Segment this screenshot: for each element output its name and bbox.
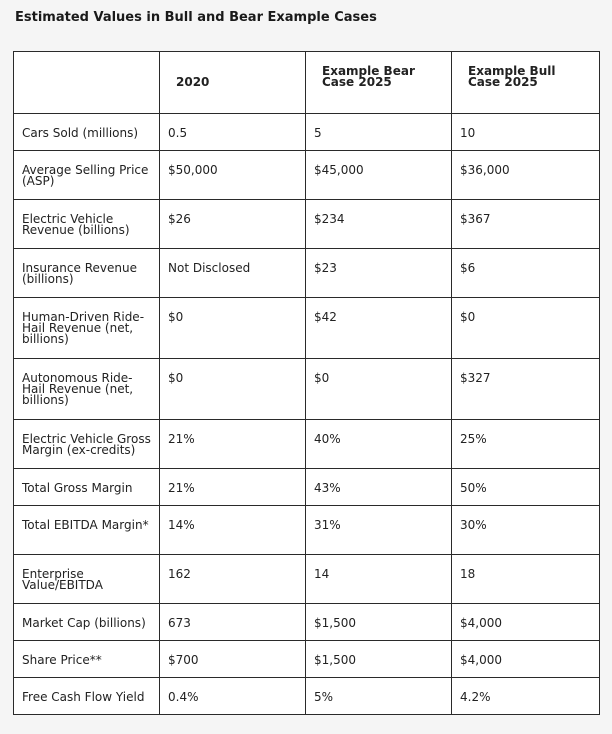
value-cell-bear xyxy=(306,469,452,506)
cell-text: $45,000 xyxy=(314,163,364,177)
cell-text: Free Cash Flow Yield xyxy=(22,690,145,704)
cell-text: Insurance Revenue (billions) xyxy=(22,261,137,286)
value-cell-bear xyxy=(306,506,452,555)
table-row xyxy=(14,298,600,359)
cell-text: Electric Vehicle Revenue (billions) xyxy=(22,212,130,237)
table-row xyxy=(14,506,600,555)
value-cell-bear xyxy=(306,200,452,249)
cell-text: 14 xyxy=(314,567,330,581)
row-label-cell xyxy=(14,298,160,359)
cell-text: 21% xyxy=(168,481,195,495)
cell-text: $6 xyxy=(460,261,476,275)
row-label-cell xyxy=(14,469,160,506)
value-cell-bull xyxy=(452,249,600,298)
cell-text: $26 xyxy=(168,212,191,226)
row-label-cell xyxy=(14,420,160,469)
cell-text: $4,000 xyxy=(460,616,502,630)
cell-text: $700 xyxy=(168,653,199,667)
value-cell-2020 xyxy=(160,506,306,555)
value-cell-bull xyxy=(452,200,600,249)
table-row xyxy=(14,114,600,151)
cell-text: Electric Vehicle Gross Margin (ex-credits) xyxy=(22,432,151,457)
value-cell-bear xyxy=(306,678,452,715)
value-cell-bull xyxy=(452,114,600,151)
value-cell-bear xyxy=(306,114,452,151)
value-cell-bull xyxy=(452,678,600,715)
row-label-cell xyxy=(14,200,160,249)
value-cell-2020 xyxy=(160,114,306,151)
row-label-cell xyxy=(14,359,160,420)
cell-text: $327 xyxy=(460,371,491,385)
value-cell-bear xyxy=(306,151,452,200)
row-label-cell xyxy=(14,151,160,200)
cell-text: Autonomous Ride-Hail Revenue (net, billions) xyxy=(22,371,134,407)
cell-text: $23 xyxy=(314,261,337,275)
value-cell-bull xyxy=(452,506,600,555)
cell-text: 673 xyxy=(168,616,191,630)
table-row xyxy=(14,604,600,641)
cell-text: $1,500 xyxy=(314,653,356,667)
table-row xyxy=(14,678,600,715)
cell-text: 0.5 xyxy=(168,126,188,140)
header-cell: 2020 xyxy=(160,52,306,114)
row-label-cell xyxy=(14,604,160,641)
cell-text: $42 xyxy=(314,310,337,324)
cell-text: 10 xyxy=(460,126,476,140)
value-cell-2020 xyxy=(160,200,306,249)
table-row xyxy=(14,249,600,298)
value-cell-2020 xyxy=(160,604,306,641)
value-cell-2020 xyxy=(160,641,306,678)
cell-text: Total Gross Margin xyxy=(22,481,133,495)
row-label-cell xyxy=(14,506,160,555)
value-cell-bear xyxy=(306,641,452,678)
cell-text: 0.4% xyxy=(168,690,199,704)
table-row xyxy=(14,641,600,678)
cell-text: $50,000 xyxy=(168,163,218,177)
row-label-cell xyxy=(14,114,160,151)
value-cell-bull xyxy=(452,555,600,604)
header-cell: Example Bear Case 2025 xyxy=(306,52,452,114)
cell-text: $1,500 xyxy=(314,616,356,630)
value-cell-bull xyxy=(452,420,600,469)
table-row xyxy=(14,151,600,200)
cell-text: 31% xyxy=(314,518,341,532)
cell-text: 50% xyxy=(460,481,487,495)
value-cell-bear xyxy=(306,555,452,604)
cell-text: 162 xyxy=(168,567,191,581)
cell-text: Total EBITDA Margin* xyxy=(22,518,149,532)
row-label-cell xyxy=(14,249,160,298)
table-row xyxy=(14,555,600,604)
cell-text: 14% xyxy=(168,518,195,532)
header-cell: Example Bull Case 2025 xyxy=(452,52,600,114)
value-cell-bull xyxy=(452,641,600,678)
row-label-cell xyxy=(14,641,160,678)
cell-text: 5 xyxy=(314,126,322,140)
cell-text: $0 xyxy=(314,371,330,385)
row-label-cell xyxy=(14,555,160,604)
value-cell-2020 xyxy=(160,678,306,715)
cell-text: Not Disclosed xyxy=(168,261,251,275)
cell-text: 40% xyxy=(314,432,341,446)
value-cell-bull xyxy=(452,604,600,641)
cell-text: $367 xyxy=(460,212,491,226)
cell-text: 21% xyxy=(168,432,195,446)
table-row xyxy=(14,420,600,469)
value-cell-2020 xyxy=(160,469,306,506)
cell-text: Average Selling Price (ASP) xyxy=(22,163,149,188)
value-cell-2020 xyxy=(160,151,306,200)
value-cell-2020 xyxy=(160,555,306,604)
header-cell xyxy=(14,52,160,114)
cell-text: $0 xyxy=(168,371,184,385)
estimates-table xyxy=(13,51,600,715)
table-row xyxy=(14,469,600,506)
value-cell-bear xyxy=(306,604,452,641)
cell-text: 5% xyxy=(314,690,334,704)
cell-text: $0 xyxy=(460,310,476,324)
cell-text: $0 xyxy=(168,310,184,324)
cell-text: 4.2% xyxy=(460,690,491,704)
cell-text: 30% xyxy=(460,518,487,532)
value-cell-bear xyxy=(306,249,452,298)
value-cell-2020 xyxy=(160,359,306,420)
value-cell-bull xyxy=(452,359,600,420)
value-cell-bear xyxy=(306,298,452,359)
cell-text: Cars Sold (millions) xyxy=(22,126,139,140)
cell-text: 18 xyxy=(460,567,476,581)
table-row xyxy=(14,359,600,420)
cell-text: Enterprise Value/EBITDA xyxy=(22,567,103,592)
cell-text: 43% xyxy=(314,481,341,495)
cell-text: Share Price** xyxy=(22,653,102,667)
value-cell-2020 xyxy=(160,249,306,298)
value-cell-2020 xyxy=(160,420,306,469)
value-cell-2020 xyxy=(160,298,306,359)
cell-text: 25% xyxy=(460,432,487,446)
cell-text: $36,000 xyxy=(460,163,510,177)
page-title: Estimated Values in Bull and Bear Example Cases xyxy=(15,10,377,25)
cell-text: $4,000 xyxy=(460,653,502,667)
value-cell-bull xyxy=(452,298,600,359)
value-cell-bear xyxy=(306,420,452,469)
table-header-row xyxy=(14,52,600,114)
cell-text: $234 xyxy=(314,212,345,226)
row-label-cell xyxy=(14,678,160,715)
cell-text: Human-Driven Ride-Hail Revenue (net, billions) xyxy=(22,310,145,346)
value-cell-bull xyxy=(452,469,600,506)
value-cell-bear xyxy=(306,359,452,420)
value-cell-bull xyxy=(452,151,600,200)
cell-text: Market Cap (billions) xyxy=(22,616,146,630)
table-row xyxy=(14,200,600,249)
